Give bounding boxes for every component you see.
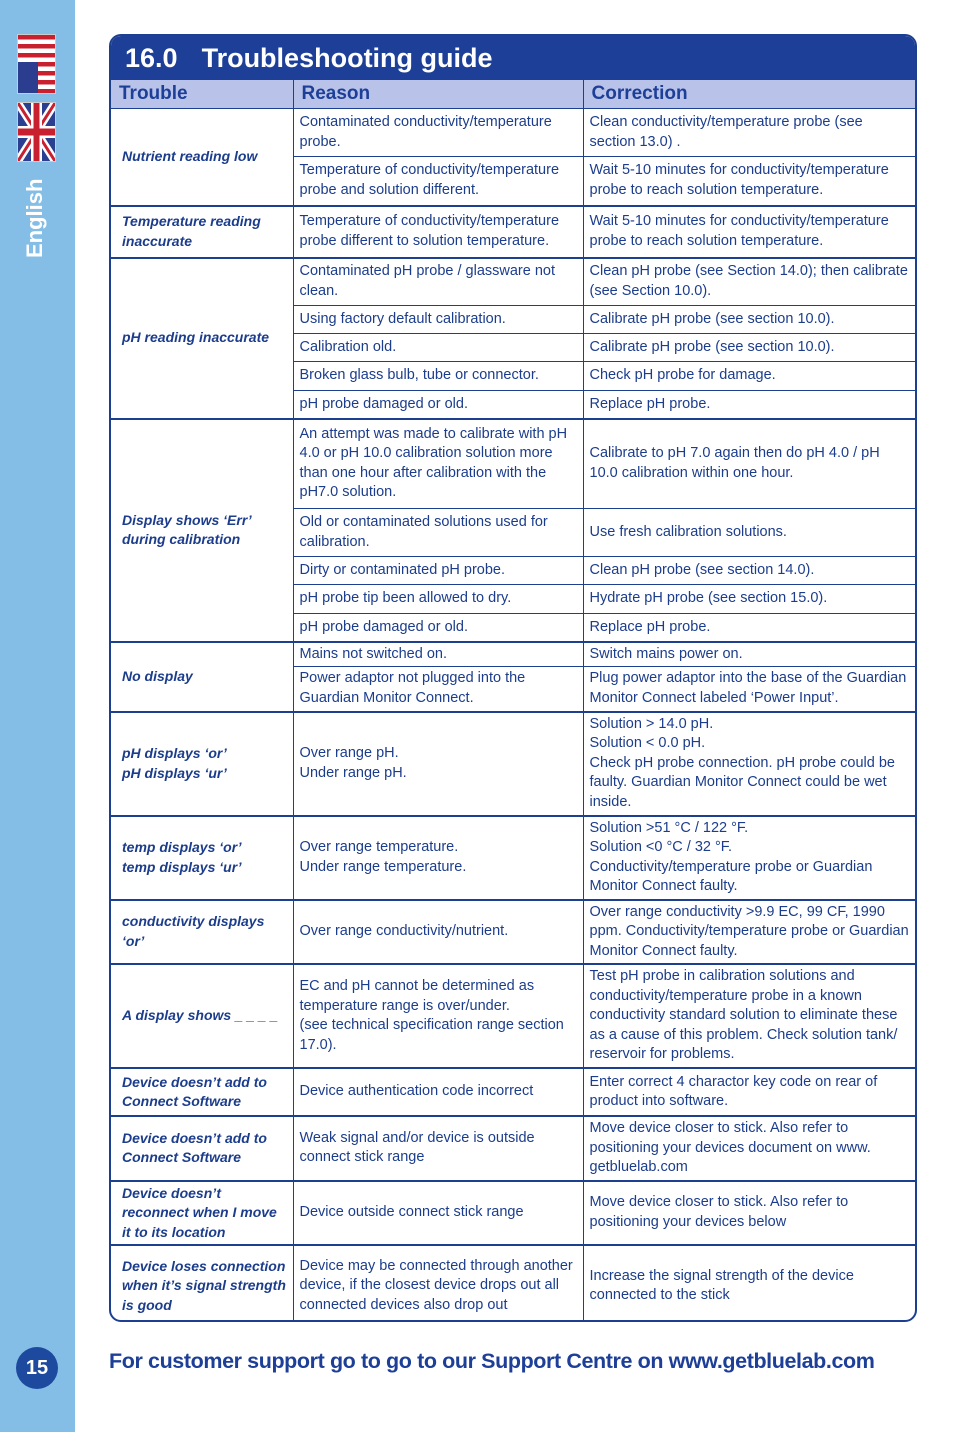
reason-cell: Over range temperature. Under range temperature. (293, 816, 583, 900)
table-row (111, 419, 915, 509)
table-row (111, 1068, 915, 1116)
correction-cell: Check pH probe for damage. (583, 362, 915, 391)
correction-cell: Increase the signal strength of the device connected to the stick (583, 1245, 915, 1322)
table-row (111, 900, 915, 965)
reason-cell: pH probe damaged or old. (293, 391, 583, 419)
table-row (111, 1116, 915, 1181)
section-title-bar (111, 36, 915, 80)
reason-cell: Over range pH. Under range pH. (293, 712, 583, 816)
reason-cell: Contaminated conductivity/temperature probe. (293, 109, 583, 157)
troubleshooting-panel (109, 34, 917, 1322)
reason-cell: pH probe tip been allowed to dry. (293, 585, 583, 614)
reason-cell: Calibration old. (293, 334, 583, 362)
correction-cell: Wait 5-10 minutes for conductivity/temperature probe to reach solution temperature. (583, 206, 915, 258)
reason-cell: Using factory default calibration. (293, 306, 583, 334)
reason-cell: Device outside connect stick range (293, 1181, 583, 1246)
table-row (111, 816, 915, 900)
language-label: English (22, 178, 47, 258)
correction-cell: Clean conductivity/temperature probe (see section 13.0) . (583, 109, 915, 157)
table-header-row (111, 80, 915, 109)
trouble-cell: temp displays ‘or’ temp displays ‘ur’ (111, 816, 293, 900)
reason-cell: Weak signal and/or device is outside connect stick range (293, 1116, 583, 1181)
trouble-cell: conductivity displays ‘or’ (111, 900, 293, 965)
trouble-cell: Device doesn’t add to Connect Software (111, 1116, 293, 1181)
trouble-cell: Device doesn’t add to Connect Software (111, 1068, 293, 1116)
table-row (111, 712, 915, 816)
correction-cell: Calibrate pH probe (see section 10.0). (583, 334, 915, 362)
reason-cell: Device may be connected through another device, if the closest device drops out all connected devices also drop out (293, 1245, 583, 1322)
trouble-cell: No display (111, 642, 293, 712)
reason-cell: Device authentication code incorrect (293, 1068, 583, 1116)
reason-cell: Power adaptor not plugged into the Guardian Monitor Connect. (293, 667, 583, 712)
correction-cell: Replace pH probe. (583, 391, 915, 419)
trouble-cell: A display shows _ _ _ _ (111, 964, 293, 1068)
correction-cell: Use fresh calibration solutions. (583, 509, 915, 557)
correction-cell: Solution >51 °C / 122 °F. Solution <0 °C / 32 °F. Conductivity/temperature probe or Guardian Monitor Connect faulty. (583, 816, 915, 900)
trouble-cell: Nutrient reading low (111, 109, 293, 206)
header-correction: Correction (583, 80, 915, 109)
section-number: 16.0 (125, 42, 178, 73)
trouble-cell: Device doesn’t reconnect when I move it to its location (111, 1181, 293, 1246)
header-trouble: Trouble (111, 80, 293, 109)
sidebar (0, 0, 75, 1432)
correction-cell: Enter correct 4 charactor key code on rear of product into software. (583, 1068, 915, 1116)
trouble-cell: Display shows ‘Err’ during calibration (111, 419, 293, 642)
footer-support-text: For customer support go to go to our Support Centre on www.getbluelab.com (109, 1349, 875, 1373)
correction-cell: Switch mains power on. (583, 642, 915, 667)
correction-cell: Replace pH probe. (583, 614, 915, 642)
correction-cell: Wait 5-10 minutes for conductivity/temperature probe to reach solution temperature. (583, 157, 915, 206)
reason-cell: Broken glass bulb, tube or connector. (293, 362, 583, 391)
reason-cell: An attempt was made to calibrate with pH 4.0 or pH 10.0 calibration solution more than one hour after calibration with the pH7.0 solution. (293, 419, 583, 509)
table-body (111, 109, 915, 1323)
header-reason: Reason (293, 80, 583, 109)
correction-cell: Test pH probe in calibration solutions and conductivity/temperature probe in a known conductivity standard solution to eliminate these as a cause of this problem. Check solution tank/ reservoir for problems. (583, 964, 915, 1068)
reason-cell: Contaminated pH probe / glassware not clean. (293, 258, 583, 306)
correction-cell: Clean pH probe (see Section 14.0); then calibrate (see Section 10.0). (583, 258, 915, 306)
correction-cell: Move device closer to stick. Also refer to positioning your devices below (583, 1181, 915, 1246)
table-row (111, 1245, 915, 1322)
reason-cell: Mains not switched on. (293, 642, 583, 667)
trouble-cell: Temperature reading inaccurate (111, 206, 293, 258)
uk-flag-icon[interactable] (17, 102, 56, 162)
reason-cell: Temperature of conductivity/temperature probe and solution different. (293, 157, 583, 206)
correction-cell: Over range conductivity >9.9 EC, 99 CF, 1990 ppm. Conductivity/temperature probe or Guardian Monitor Connect faulty. (583, 900, 915, 965)
reason-cell: EC and pH cannot be determined as temperature range is over/under. (see technical specification range section 17.0). (293, 964, 583, 1068)
trouble-cell: pH reading inaccurate (111, 258, 293, 419)
correction-cell: Move device closer to stick. Also refer to positioning your devices document on www. getbluelab.com (583, 1116, 915, 1181)
section-title: Troubleshooting guide (201, 42, 493, 73)
table-row (111, 964, 915, 1068)
reason-cell: pH probe damaged or old. (293, 614, 583, 642)
trouble-cell: pH displays ‘or’ pH displays ‘ur’ (111, 712, 293, 816)
table-row (111, 1181, 915, 1246)
correction-cell: Calibrate to pH 7.0 again then do pH 4.0 / pH 10.0 calibration within one hour. (583, 419, 915, 509)
reason-cell: Over range conductivity/nutrient. (293, 900, 583, 965)
reason-cell: Old or contaminated solutions used for calibration. (293, 509, 583, 557)
correction-cell: Clean pH probe (see section 14.0). (583, 557, 915, 585)
troubleshooting-table (111, 80, 915, 1322)
table-row (111, 109, 915, 157)
reason-cell: Temperature of conductivity/temperature probe different to solution temperature. (293, 206, 583, 258)
correction-cell: Solution > 14.0 pH. Solution < 0.0 pH. Check pH probe connection. pH probe could be faulty. Guardian Monitor Connect could be wet inside. (583, 712, 915, 816)
reason-cell: Dirty or contaminated pH probe. (293, 557, 583, 585)
trouble-cell: Device loses connection when it’s signal strength is good (111, 1245, 293, 1322)
page-number-badge: 15 (16, 1347, 58, 1389)
table-row (111, 258, 915, 306)
us-flag-icon[interactable] (17, 34, 56, 94)
correction-cell: Calibrate pH probe (see section 10.0). (583, 306, 915, 334)
table-row (111, 642, 915, 667)
table-row (111, 206, 915, 258)
correction-cell: Hydrate pH probe (see section 15.0). (583, 585, 915, 614)
correction-cell: Plug power adaptor into the base of the Guardian Monitor Connect labeled ‘Power Input’. (583, 667, 915, 712)
